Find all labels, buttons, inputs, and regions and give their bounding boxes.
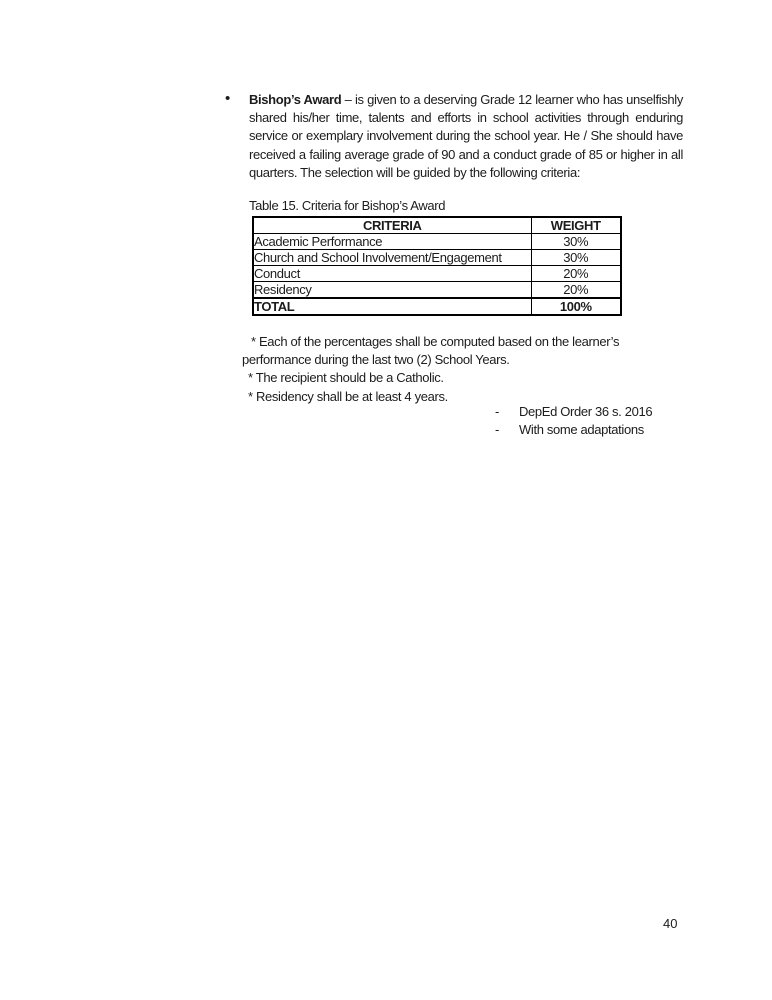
weight-cell: 30% (531, 250, 621, 266)
dash-marker: - (495, 404, 499, 419)
references-block (495, 403, 652, 439)
table-row (253, 250, 621, 266)
table-row (253, 234, 621, 250)
criteria-cell: Church and School Involvement/Engagement (253, 250, 531, 266)
award-title-bold: Bishop’s Award (249, 92, 342, 107)
table-caption: Table 15. Criteria for Bishop’s Award (249, 198, 446, 213)
criteria-cell: Academic Performance (253, 234, 531, 250)
note-catholic: * The recipient should be a Catholic. (248, 370, 444, 386)
table-header-row (253, 217, 621, 234)
bishops-award-paragraph (249, 91, 683, 182)
criteria-cell: Residency (253, 282, 531, 299)
table-row (253, 266, 621, 282)
dash-marker: - (495, 422, 499, 438)
weight-cell: 30% (531, 234, 621, 250)
weight-cell: 20% (531, 282, 621, 299)
total-label-cell: TOTAL (253, 298, 531, 315)
reference-text: DepEd Order 36 s. 2016 (519, 404, 653, 419)
page-number: 40 (663, 916, 678, 931)
reference-item (495, 403, 652, 421)
award-description: – is given to a deserving Grade 12 learner who has unselfishly shared his/her time, talents and efforts in school activities through enduring service or exemplary involvement during the school year. He / She should have received a failing average grade of 90 and a conduct grade of 85 or higher in all quarters. The selection will be guided by the following criteria: (249, 92, 683, 180)
criteria-table (252, 216, 622, 316)
weight-cell: 20% (531, 266, 621, 282)
reference-text: With some adaptations (519, 422, 644, 438)
note-residency: * Residency shall be at least 4 years. (248, 388, 448, 404)
note-percentages: * Each of the percentages shall be computed based on the learner’s performance during the last two (2) School Years. (242, 334, 620, 368)
weight-column-header: WEIGHT (531, 217, 621, 234)
notes-block (242, 333, 644, 406)
reference-item (495, 421, 652, 439)
bullet-marker: • (225, 90, 230, 107)
criteria-cell: Conduct (253, 266, 531, 282)
total-weight-cell: 100% (531, 298, 621, 315)
criteria-column-header: CRITERIA (253, 217, 531, 234)
table-row (253, 282, 621, 299)
table-total-row (253, 298, 621, 315)
